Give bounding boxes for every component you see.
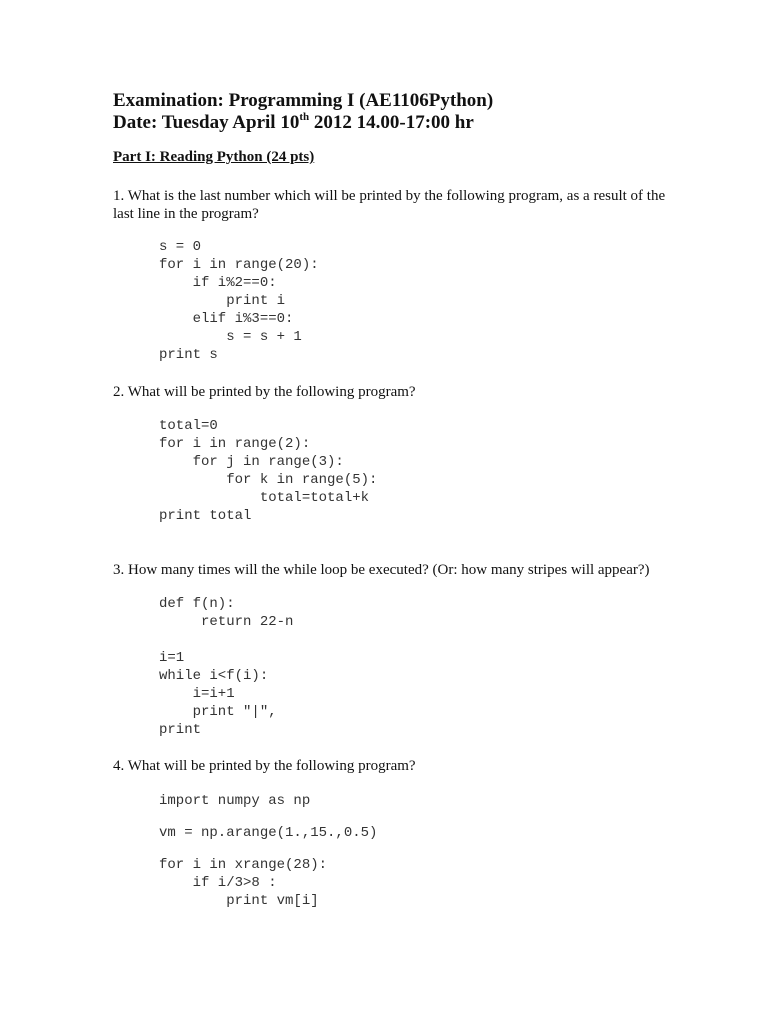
title-line: Examination: Programming I (AE1106Python) xyxy=(113,90,494,111)
code-line: for i in range(2): xyxy=(159,436,311,452)
exam-title xyxy=(113,90,493,134)
code-line: print s xyxy=(159,347,218,363)
part-heading: Part I: Reading Python (24 pts) xyxy=(113,149,315,165)
code-line: return 22-n xyxy=(159,614,294,630)
code-line: s = 0 xyxy=(159,239,202,255)
question-3-code xyxy=(159,595,293,739)
question-1-text: 1. What is the last number which will be printed by the following program, as a result of the last line in the program? xyxy=(113,188,666,222)
question-2-code xyxy=(159,417,377,525)
code-line: def f(n): xyxy=(159,596,235,612)
code-line xyxy=(159,631,293,649)
date-superscript: th xyxy=(299,111,310,123)
question-1-code xyxy=(159,238,319,364)
code-line: elif i%3==0: xyxy=(159,311,294,327)
date-suffix: 2012 14.00-17:00 hr xyxy=(309,112,474,133)
code-line: if i%2==0: xyxy=(159,275,277,291)
code-line: while i<f(i): xyxy=(159,668,269,684)
code-line: print xyxy=(159,722,202,738)
code-line: vm = np.arange(1.,15.,0.5) xyxy=(159,825,378,841)
code-line: print total xyxy=(159,508,252,524)
code-line: s = s + 1 xyxy=(159,329,302,345)
code-line: i=1 xyxy=(159,650,185,666)
code-line: print vm[i] xyxy=(159,893,319,909)
code-line: i=i+1 xyxy=(159,686,235,702)
code-line: total=0 xyxy=(159,418,218,434)
code-line: total=total+k xyxy=(159,490,370,506)
question-3-text: 3. How many times will the while loop be executed? (Or: how many stripes will appear?) xyxy=(113,562,650,578)
question-4-text: 4. What will be printed by the following program? xyxy=(113,758,416,774)
question-2-text: 2. What will be printed by the following program? xyxy=(113,384,416,400)
code-line xyxy=(159,842,377,856)
code-line: if i/3>8 : xyxy=(159,875,277,891)
code-line: print i xyxy=(159,293,286,309)
code-line: for i in range(20): xyxy=(159,257,319,273)
code-line: print "|", xyxy=(159,704,277,720)
date-prefix: Date: Tuesday April 10 xyxy=(113,112,300,133)
code-line xyxy=(159,810,377,824)
code-line: for j in range(3): xyxy=(159,454,344,470)
code-line: for k in range(5): xyxy=(159,472,378,488)
date-line xyxy=(113,112,493,134)
code-line: import numpy as np xyxy=(159,793,311,809)
question-4-code xyxy=(159,792,377,910)
code-line: for i in xrange(28): xyxy=(159,857,328,873)
